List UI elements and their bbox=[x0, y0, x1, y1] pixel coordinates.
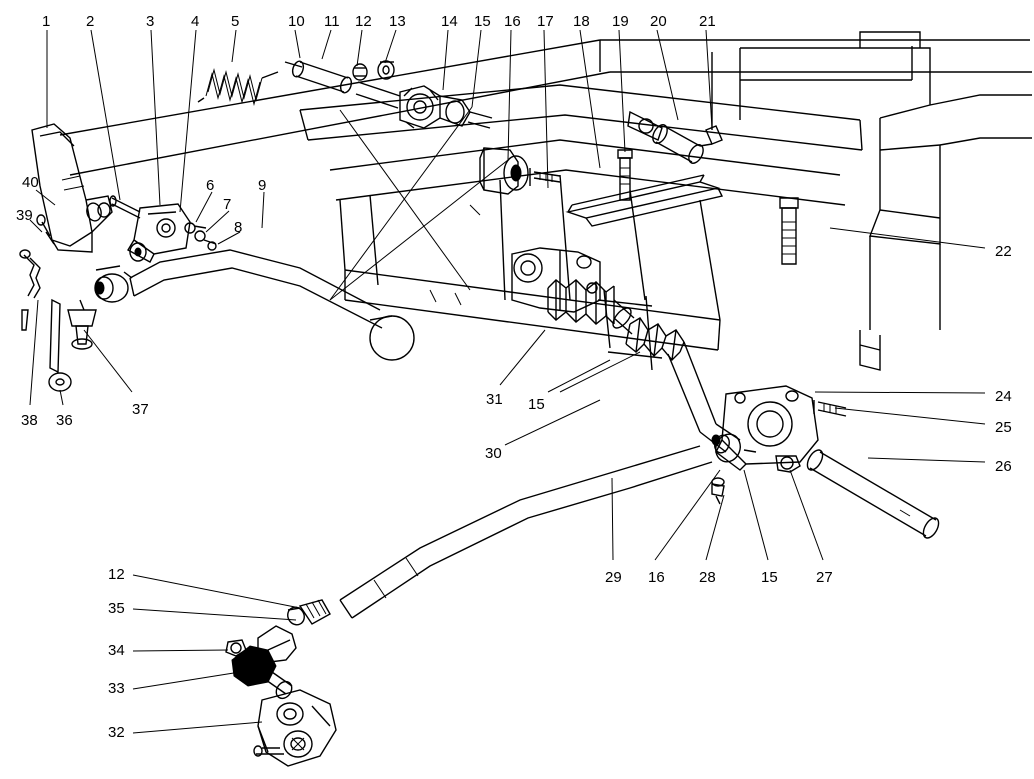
callout-22: 22 bbox=[995, 243, 1012, 260]
part-14-universal-joint bbox=[356, 82, 492, 128]
part-1-bracket-arm bbox=[32, 124, 112, 252]
callout-11: 11 bbox=[324, 13, 340, 30]
callout-7: 7 bbox=[223, 196, 232, 213]
callout-10: 10 bbox=[288, 13, 305, 30]
leader-lines-interior bbox=[30, 107, 985, 733]
part-24-knuckle-housing bbox=[712, 386, 818, 470]
callout-8: 8 bbox=[234, 219, 243, 236]
part-18-support-bar bbox=[568, 175, 722, 226]
callout-33: 33 bbox=[108, 680, 125, 697]
part-2-pin bbox=[110, 196, 140, 218]
callout-30: 30 bbox=[485, 445, 502, 462]
callout-34: 34 bbox=[108, 642, 125, 659]
part-26-link-tube bbox=[804, 447, 941, 540]
part-36-washer bbox=[49, 300, 71, 391]
part-37-plug bbox=[68, 300, 96, 349]
callout-40: 40 bbox=[22, 174, 39, 191]
callout-12-top: 12 bbox=[355, 13, 372, 30]
part-35-12-sleeve bbox=[285, 600, 330, 628]
part-21-key bbox=[700, 126, 722, 146]
part-29-drag-link bbox=[340, 446, 712, 618]
callout-17: 17 bbox=[537, 13, 554, 30]
part-3-4-bracket bbox=[128, 204, 190, 262]
callout-13: 13 bbox=[389, 13, 406, 30]
callout-27: 27 bbox=[816, 569, 833, 586]
callout-29: 29 bbox=[605, 569, 622, 586]
callout-15-top: 15 bbox=[474, 13, 491, 30]
callout-2: 2 bbox=[86, 13, 95, 30]
part-32-knuckle-arm bbox=[254, 690, 336, 766]
callout-39: 39 bbox=[16, 207, 33, 224]
callout-5: 5 bbox=[231, 13, 240, 30]
part-33-ball-joint bbox=[232, 626, 296, 701]
callout-12-bottom: 12 bbox=[108, 566, 125, 583]
callout-24: 24 bbox=[995, 388, 1012, 405]
callout-28: 28 bbox=[699, 569, 716, 586]
part-30-steering-cylinder bbox=[512, 248, 740, 452]
part-9-tie-rod-left bbox=[95, 250, 382, 328]
callout-16-bottom: 16 bbox=[648, 569, 665, 586]
part-22-long-bolt bbox=[780, 198, 798, 264]
part-13-fitting-top bbox=[378, 61, 394, 79]
callout-37: 37 bbox=[132, 401, 149, 418]
chassis-frame bbox=[60, 32, 1032, 370]
part-16-bushing-top bbox=[480, 148, 528, 194]
part-27-nut-right bbox=[776, 456, 800, 472]
callout-38: 38 bbox=[21, 412, 38, 429]
callout-31: 31 bbox=[486, 391, 503, 408]
callout-36: 36 bbox=[56, 412, 73, 429]
part-12-nut-top bbox=[353, 64, 367, 80]
callout-15-bottom: 15 bbox=[761, 569, 778, 586]
callout-21: 21 bbox=[699, 13, 716, 30]
callout-3: 3 bbox=[146, 13, 155, 30]
callout-15-mid: 15 bbox=[528, 396, 545, 413]
callout-4: 4 bbox=[191, 13, 200, 30]
callout-32: 32 bbox=[108, 724, 125, 741]
callout-9: 9 bbox=[258, 177, 267, 194]
callout-25: 25 bbox=[995, 419, 1012, 436]
callout-1: 1 bbox=[42, 13, 51, 30]
part-20-pin bbox=[628, 112, 706, 166]
callout-19: 19 bbox=[612, 13, 629, 30]
callout-20: 20 bbox=[650, 13, 667, 30]
part-25-bolt-right bbox=[814, 400, 846, 416]
callout-35: 35 bbox=[108, 600, 125, 617]
callout-14: 14 bbox=[441, 13, 458, 30]
callout-26: 26 bbox=[995, 458, 1012, 475]
callout-6: 6 bbox=[206, 177, 215, 194]
callout-18: 18 bbox=[573, 13, 590, 30]
callout-16-top: 16 bbox=[504, 13, 521, 30]
